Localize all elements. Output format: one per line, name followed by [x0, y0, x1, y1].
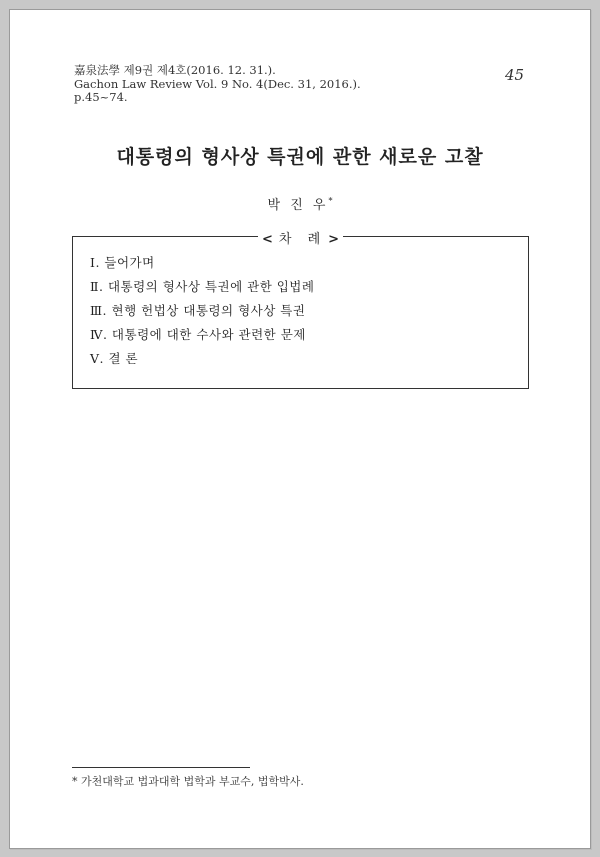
toc-item-conclusion: Ⅴ. 결 론	[90, 351, 139, 366]
author-name: 박 진 우	[267, 198, 329, 213]
journal-citation-pages: p.45~74.	[74, 90, 128, 104]
article-title: 대통령의 형사상 특권에 관한 새로운 고찰	[116, 146, 484, 168]
journal-citation-korean: 嘉泉法學 제9권 제4호(2016. 12. 31.).	[74, 63, 276, 77]
toc-item-investigation-issues: Ⅳ. 대통령에 대한 수사와 관련한 문제	[90, 327, 306, 342]
table-of-contents	[72, 232, 529, 389]
toc-left-bracket: <	[261, 232, 273, 247]
journal-citation-english: Gachon Law Review Vol. 9 No. 4(Dec. 31, 2016.).	[74, 76, 361, 91]
author-line	[0, 194, 600, 213]
toc-list	[90, 251, 314, 371]
toc-item-introduction: Ⅰ. 들어가며	[90, 255, 155, 270]
toc-heading	[73, 228, 528, 248]
toc-right-bracket: >	[328, 232, 340, 247]
toc-heading-label: 차 례	[273, 232, 328, 248]
author-footnote-marker: *	[328, 196, 333, 206]
toc-item-legislative-examples: Ⅱ. 대통령의 형사상 특권에 관한 입법례	[90, 279, 315, 294]
journal-citation	[74, 64, 361, 105]
toc-item-constitutional-privilege: Ⅲ. 현행 헌법상 대통령의 형사상 특권	[90, 303, 306, 318]
page-number: 45	[505, 66, 525, 84]
author-footnote: * 가천대학교 법과대학 법학과 부교수, 법학박사.	[72, 775, 304, 788]
footnote-divider	[72, 767, 250, 768]
document-page	[9, 9, 591, 849]
